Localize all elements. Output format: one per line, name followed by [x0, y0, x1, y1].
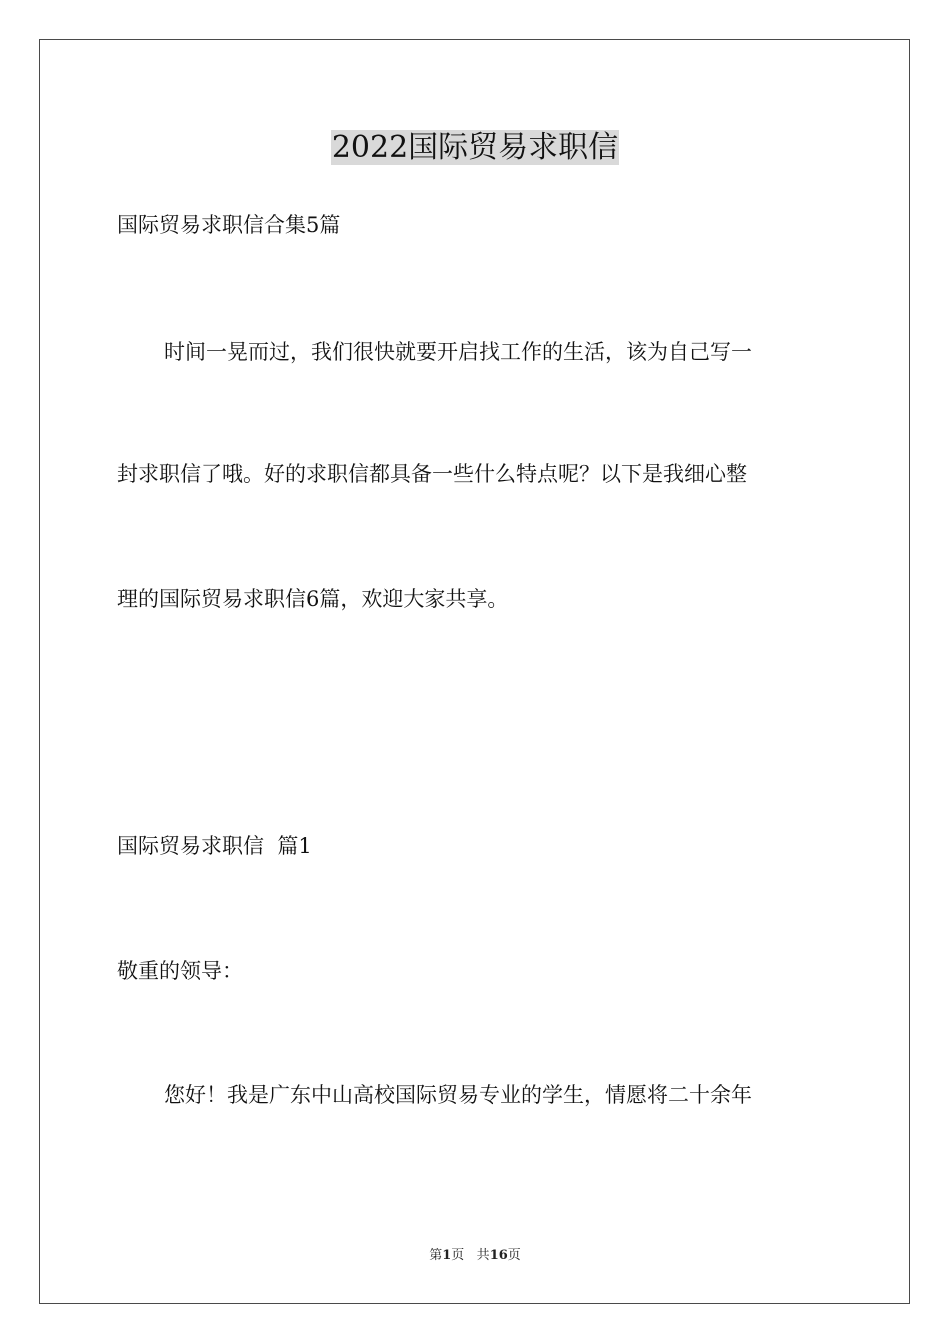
salutation: 敬重的领导：: [117, 959, 243, 983]
page-footer: [0, 1247, 950, 1265]
intro-line-1: 时间一晃而过，我们很快就要开启找工作的生活，该为自己写一: [164, 340, 752, 364]
footer-page-suffix: 页: [451, 1248, 465, 1263]
footer-page-prefix: 第: [429, 1248, 443, 1263]
footer-page-number: 1: [442, 1248, 452, 1263]
footer-total-prefix: 共: [476, 1248, 490, 1263]
body-line-1: 您好！我是广东中山高校国际贸易专业的学生，情愿将二十余年: [164, 1083, 752, 1107]
document-title-text: 2022国际贸易求职信: [331, 130, 619, 165]
document-subtitle: 国际贸易求职信合集5篇: [117, 213, 341, 237]
footer-total-suffix: 页: [507, 1248, 521, 1263]
section-heading: 国际贸易求职信 篇1: [117, 834, 312, 858]
footer-total-pages: 16: [489, 1248, 508, 1263]
intro-line-3: 理的国际贸易求职信6篇，欢迎大家共享。: [117, 587, 509, 611]
intro-line-2: 封求职信了哦。好的求职信都具备一些什么特点呢？以下是我细心整: [117, 462, 747, 486]
document-title: [0, 128, 950, 168]
